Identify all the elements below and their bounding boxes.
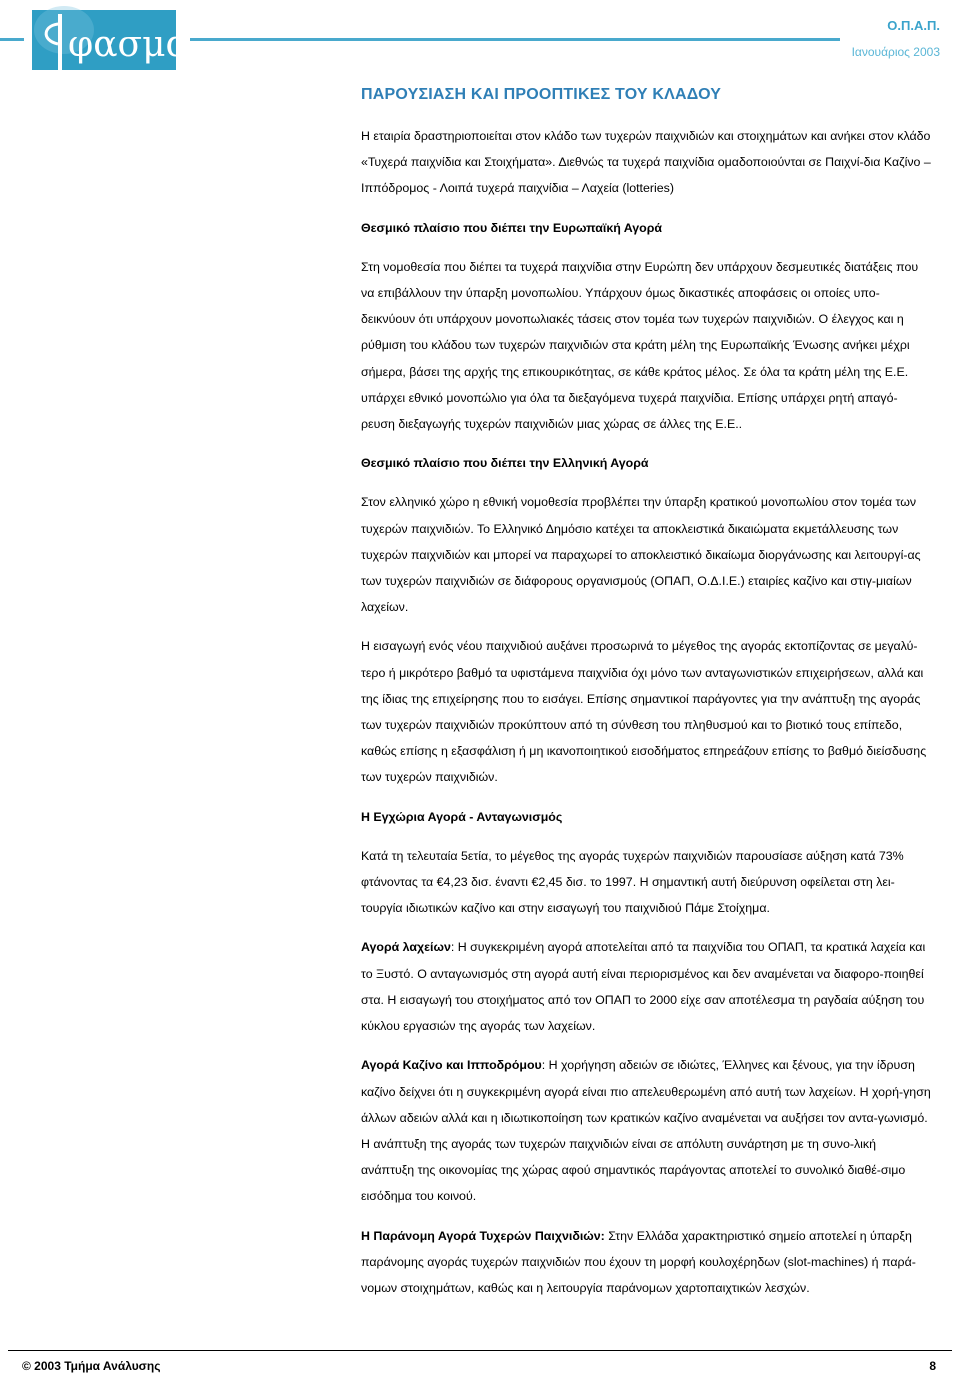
casino-text: : Η χορήγηση αδειών σε ιδιώτες, Έλληνες και ξένους, για την ίδρυση καζίνο δείχνει ότι η συγκεκριμένη αγορά είναι πιο απελευθερωμένη από αυτή των λαχείων. Η χορή-γηση άλλων αδειών αλλά και η ιδιωτικοποίηση των κρατικών καζίνο αναμένεται να αυξήσει τον αντα-γωνισμό. Η ανάπτυξη της αγοράς των τυχερών παιχνιδιών είναι σε απόλυτη συνάρτηση με τη συνο-λική ανάπτυξη της οικονομίας της χώρας αφού σημαντικός παράγοντας αποτελεί το συνολικό διαθέ-σιμο εισόδημα του κοινού. (361, 1058, 931, 1204)
header-rule-right (190, 38, 840, 41)
report-date: Ιανουάριος 2003 (851, 45, 940, 59)
domestic-paragraph: Κατά τη τελευταία 5ετία, το μέγεθος της αγοράς τυχερών παιχνιδιών παρουσίασε αύξηση κατά 73% φτάνοντας τα €4,23 δισ. έναντι €2,45 δισ. το 1997. Η σημαντική αυτή διεύρυνση οφείλεται στη λει-τουργία ιδιωτικών καζίνο και στην εισαγωγή του παιχνιδιού Πάμε Στοίχημα. (361, 848, 904, 916)
eu-heading: Θεσμικό πλαίσιο που διέπει την Ευρωπαϊκή Αγορά (361, 220, 663, 235)
illegal-paragraph (361, 1223, 931, 1302)
organization-name: Ο.Π.Α.Π. (887, 18, 940, 33)
lottery-label: Αγορά λαχείων (361, 940, 451, 955)
header-rule-left (0, 38, 24, 41)
intro-paragraph: Η εταιρία δραστηριοποιείται στον κλάδο των τυχερών παιχνιδιών και στοιχημάτων και ανήκει στον κλάδο «Τυχερά παιχνίδια και Στοιχήματα». Διεθνώς τα τυχερά παιχνίδια ομαδοποιούνται σε Παιχνί-δια Καζίνο – Ιππόδρομος - Λοιπά τυχερά παιχνίδια – Λαχεία (lotteries) (361, 129, 931, 196)
domestic-heading: Η Εγχώρια Αγορά - Ανταγωνισμός (361, 809, 563, 824)
main-content (361, 123, 931, 1314)
new-game-paragraph: Η εισαγωγή ενός νέου παιχνιδιού αυξάνει προσωρινά το μέγεθος της αγοράς εκτοπίζοντας σε μεγαλύ-τερο ή μικρότερο βαθμό τα υφιστάμενα παιχνίδια όχι μόνο των ανταγωνιστικών επιχειρήσεων, αλλά και της ίδιας της επιχείρησης που το εισάγει. Επίσης σημαντικοί παράγοντες για την ανάπτυξη της αγοράς των τυχερών παιχνιδιών προκύπτουν από τη σύνθεση του πληθυσμού και το βιοτικό τους επίπεδο, καθώς επίσης η εξασφάλιση ή μη ικανοποιητικού εισοδήματος επηρεάζουν επίσης το βαθμό διείσδυσης των τυχερών παιχνιδιών. (361, 639, 927, 785)
casino-paragraph (361, 1052, 931, 1209)
illegal-label: Η Παράνομη Αγορά Τυχερών Παιχνιδιών: (361, 1228, 605, 1243)
page-number: 8 (929, 1359, 936, 1373)
gr-heading: Θεσμικό πλαίσιο που διέπει την Ελληνική Αγορά (361, 456, 649, 471)
illegal-text: Στην Ελλάδα χαρακτηριστικό σημείο αποτελεί η ύπαρξη παράνομης αγοράς τυχερών παιχνιδιών που έχουν τη μορφή κουλοχέρηδων (slot-machines) ή παρά-νομων στοιχημάτων, καθώς και η λειτουργία παράνομων χαρτοπαιχτικών λεσχών. (361, 1228, 916, 1295)
page-title: ΠΑΡΟΥΣΙΑΣΗ ΚΑΙ ΠΡΟΟΠΤΙΚΕΣ ΤΟΥ ΚΛΑΔΟΥ (361, 86, 722, 103)
fasma-logo (32, 10, 190, 70)
logo-wordmark: φασμα (68, 24, 190, 65)
lottery-paragraph (361, 934, 931, 1039)
gr-paragraph: Στον ελληνικό χώρο η εθνική νομοθεσία προβλέπει την ύπαρξη κρατικού μονοπωλίου στον τομέα των τυχερών παιχνιδιών. Το Ελληνικό Δημόσιο κατέχει τα αποκλειστικά δικαιώματα εκμετάλλευσης των τυχερών παιχνιδιών και μπορεί να παραχωρεί το αποκλειστικό δικαίωμα διοργάνωσης και λειτουργί-ας των τυχερών παιχνιδιών σε διάφορους οργανισμούς (ΟΠΑΠ, Ο.Δ.Ι.Ε.) εταιρίες καζίνο και στιγ-μιαίων λαχείων. (361, 495, 921, 615)
casino-label: Αγορά Καζίνο και Ιπποδρόμου (361, 1058, 542, 1073)
footer-rule (8, 1350, 952, 1351)
footer-copyright: © 2003 Τμήμα Ανάλυσης (22, 1359, 161, 1373)
lottery-text: : Η συγκεκριμένη αγορά αποτελείται από τα παιχνίδια του ΟΠΑΠ, τα κρατικά λαχεία και το Ξυστό. Ο ανταγωνισμός στη αγορά αυτή είναι περιορισμένος και δεν αναμένεται να διαφορο-ποιηθεί στα. Η εισαγωγή του στοιχήματος από τον ΟΠΑΠ το 2000 είχε σαν αποτέλεσμα τη ραγδαία αύξηση του κύκλου εργασιών της αγοράς των λαχείων. (361, 940, 926, 1034)
eu-paragraph: Στη νομοθεσία που διέπει τα τυχερά παιχνίδια στην Ευρώπη δεν υπάρχουν δεσμευτικές διατάξεις που να επιβάλλουν την ύπαρξη μονοπωλίου. Υπάρχουν όμως δικαστικές αποφάσεις οι οποίες υπο-δεικνύουν ότι υπάρχουν μονοπωλιακές τάσεις στον τομέα των τυχερών παιχνιδιών. Ο έλεγχος και η ρύθμιση του κλάδου των τυχερών παιχνιδιών στα κράτη μέλη της Ευρωπαϊκής Ένωσης ανήκει μέχρι σήμερα, βάσει της αρχής της επικουρικότητας, σε κάθε κράτος μέλος. Σε όλα τα κράτη μέλη της Ε.Ε. υπάρχει εθνικό μονοπώλιο για όλα τα διεξαγόμενα τυχερά παιχνίδια. Επίσης υπάρχει ρητή απαγό-ρευση διεξαγωγής τυχερών παιχνιδιών μιας χώρας σε άλλες της Ε.Ε.. (361, 259, 919, 432)
